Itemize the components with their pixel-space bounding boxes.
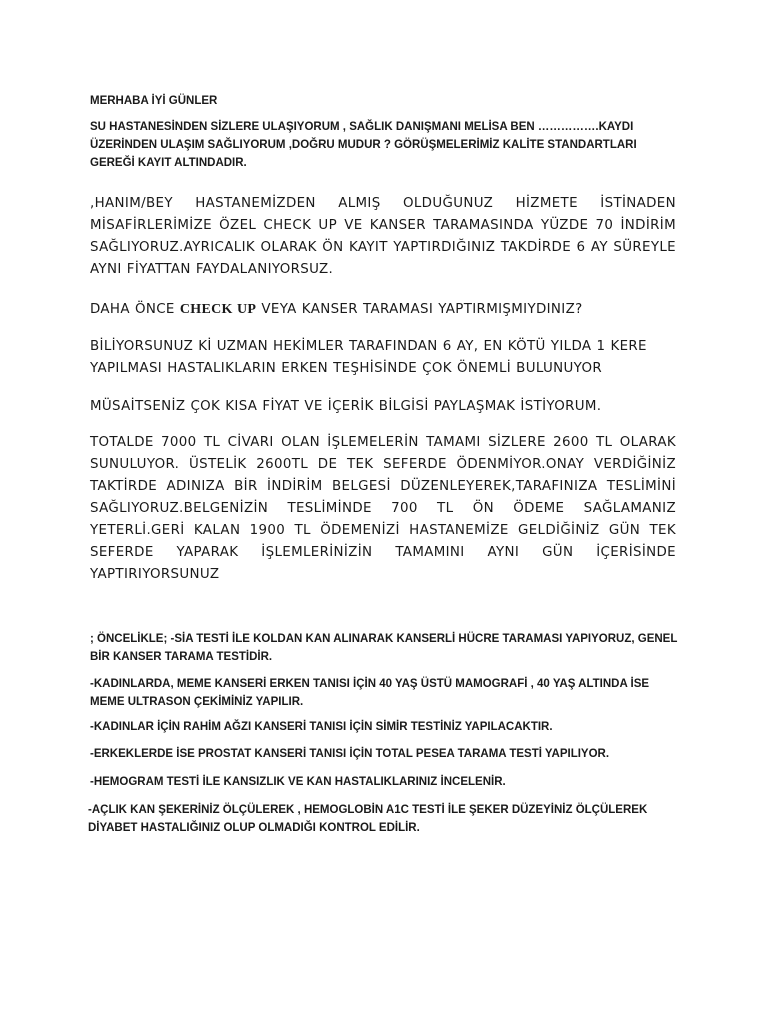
list-item: -KADINLARDA, MEME KANSERİ ERKEN TANISI İÇİN 40 YAŞ ÜSTÜ MAMOGRAFİ , 40 YAŞ ALTINDA İSE MEME ULTRASON ÇEKİMİNİZ YAPILIR. — [90, 678, 650, 708]
list-item: -ERKEKLERDE İSE PROSTAT KANSERİ TANISI İÇİN TOTAL PESEA TARAMA TESTİ YAPILIYOR. — [90, 748, 610, 760]
offer-paragraph: ,HANIM/BEY HASTANEMİZDEN ALMIŞ OLDUĞUNUZ HİZMETE İSTİNADEN MİSAFİRLERİMİZE ÖZEL CHECK UP VE KANSER TARAMASINDA YÜZDE 70 İNDİRİM SAĞLIYORUZ.AYRICALIK OLARAK ÖN KAYIT YAPTIRDIĞINIZ TAKDİRDE 6 AY SÜREYLE AYNI FİYATTAN FAYDALANIYORSUZ. — [90, 196, 676, 277]
question-paragraph — [90, 299, 690, 321]
availability-paragraph: MÜSAİTSENİZ ÇOK KISA FİYAT VE İÇERİK BİLGİSİ PAYLAŞMAK İSTİYORUM. — [90, 399, 602, 414]
experts-paragraph: BİLİYORSUNUZ Kİ UZMAN HEKİMLER TARAFINDAN 6 AY, EN KÖTÜ YILDA 1 KERE YAPILMASI HASTALIKLARIN ERKEN TEŞHİSİNDE ÇOK ÖNEMLİ BULUNUYOR — [90, 339, 647, 376]
question-prefix: DAHA ÖNCE — [90, 302, 180, 317]
list-item: -KADINLAR İÇİN RAHİM AĞZI KANSERİ TANISI İÇİN SİMİR TESTİNİZ YAPILACAKTIR. — [90, 721, 553, 733]
list-item: ; ÖNCELİKLE; -SİA TESTİ İLE KOLDAN KAN ALINARAK KANSERLİ HÜCRE TARAMASI YAPIYORUZ, GENEL BİR KANSER TARAMA TESTİDİR. — [90, 633, 678, 663]
price-paragraph: TOTALDE 7000 TL CİVARI OLAN İŞLEMELERİN TAMAMI SİZLERE 2600 TL OLARAK SUNULUYOR. ÜSTELİK 2600TL DE TEK SEFERDE ÖDENMİYOR.ONAY VERDİĞİNİZ TAKTİRDE ADINIZA BİR İNDİRİM BELGESİ DÜZENLEYEREK,TARAFINIZA TESLİMİNİ SAĞLIYORUZ.BELGENİZİN TESLİMİNDE 700 TL ÖN ÖDEME SAĞLAMANIZ YETERLİ.GERİ KALAN 1900 TL ÖDEMENİZİ HASTANEMİZE GELDİĞİNİZ GÜN TEK SEFERDE YAPARAK İŞLEMLERİNİZİN TAMAMINI AYNI GÜN İÇERİSİNDE YAPTIRIYORSUNUZ — [90, 435, 676, 582]
question-emphasis: CHECK UP — [179, 302, 257, 317]
intro-paragraph: SU HASTANESİNDEN SİZLERE ULAŞIYORUM , SAĞLIK DANIŞMANI MELİSA BEN …………….KAYDI ÜZERİNDEN ULAŞIM SAĞLIYORUM ,DOĞRU MUDUR ? GÖRÜŞMELERİMİZ KALİTE STANDARTLARI GEREĞİ KAYIT ALTINDADIR. — [90, 121, 637, 169]
question-suffix: VEYA KANSER TARAMASI YAPTIRMIŞMIYDINIZ? — [256, 302, 583, 317]
list-item: -HEMOGRAM TESTİ İLE KANSIZLIK VE KAN HASTALIKLARINIZ İNCELENİR. — [90, 776, 506, 788]
greeting: MERHABA İYİ GÜNLER — [90, 95, 218, 107]
list-item: -AÇLIK KAN ŞEKERİNİZ ÖLÇÜLEREK , HEMOGLOBİN A1C TESTİ İLE ŞEKER DÜZEYİNİZ ÖLÇÜLEREK DİYABET HASTALIĞINIZ OLUP OLMADIĞI KONTROL EDİLİR. — [88, 804, 648, 834]
